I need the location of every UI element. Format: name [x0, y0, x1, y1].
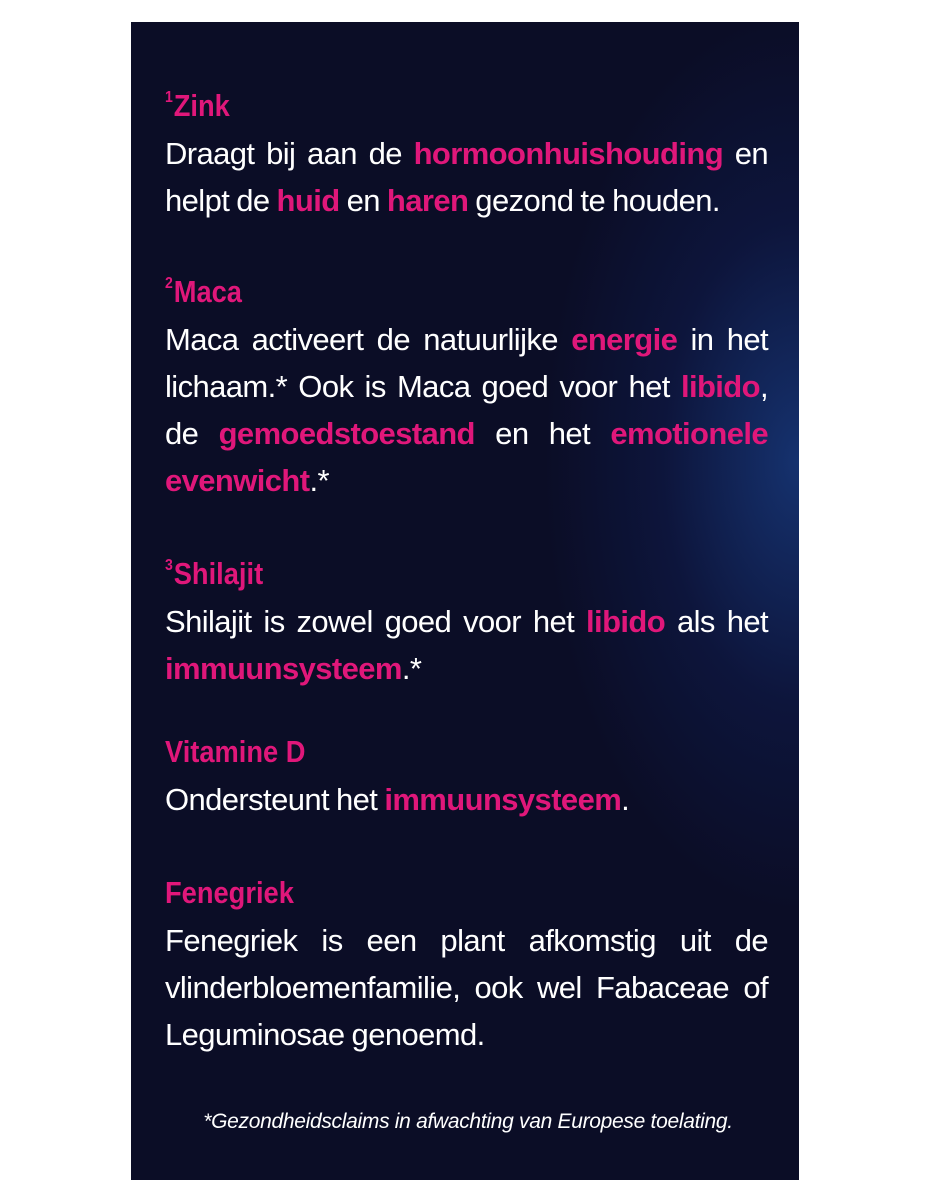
section-zink	[165, 74, 768, 224]
section-shilajit	[165, 542, 768, 692]
footnote-marker: 3	[165, 557, 173, 574]
text-segment: in het lichaam.* Ook is Maca goed voor het	[165, 322, 769, 404]
footnote-marker: 2	[165, 275, 173, 292]
section-fenegriek	[165, 869, 768, 1058]
highlight-segment: haren	[386, 183, 469, 218]
highlight-segment: immuunsysteem	[165, 651, 402, 686]
section-description	[165, 776, 768, 823]
text-segment: .	[621, 782, 630, 817]
text-segment: Fenegriek is een plant afkomstig uit de vlinderbloemenfamilie, ook wel Fabaceae of Leguminosae genoemd.	[165, 923, 768, 1052]
highlight-segment: libido	[680, 369, 760, 404]
text-segment: .*	[309, 463, 329, 498]
text-segment: en	[339, 183, 387, 218]
text-segment: en het	[474, 416, 611, 451]
section-heading	[165, 74, 696, 130]
text-segment: gezond te houden.	[468, 183, 720, 218]
section-description	[165, 316, 768, 504]
text-segment: Ondersteunt het	[165, 782, 385, 817]
section-title: Shilajit	[173, 556, 264, 591]
section-maca	[165, 260, 768, 504]
section-description	[165, 917, 768, 1058]
text-segment: als het	[665, 604, 768, 639]
section-heading	[165, 869, 696, 917]
section-heading	[165, 542, 696, 598]
highlight-segment: hormoonhuishouding	[413, 136, 724, 171]
text-segment: , de	[165, 369, 768, 451]
highlight-segment: libido	[586, 604, 666, 639]
section-vitamine-d	[165, 728, 768, 823]
ingredients-panel	[131, 22, 799, 1180]
highlight-segment: gemoedstoestand	[218, 416, 475, 451]
highlight-segment: immuunsysteem	[384, 782, 622, 817]
section-title: Maca	[173, 274, 242, 309]
section-description	[165, 130, 768, 224]
highlight-segment: huid	[276, 183, 340, 218]
highlight-segment: energie	[571, 322, 678, 357]
section-description	[165, 598, 768, 692]
section-heading	[165, 728, 696, 776]
text-segment: Draagt bij aan de	[165, 136, 414, 171]
text-segment: Maca activeert de natuurlijke	[165, 322, 572, 357]
text-segment: .*	[401, 651, 422, 686]
text-segment: Shilajit is zowel goed voor het	[165, 604, 587, 639]
text-segment: en helpt de	[165, 136, 769, 218]
footnote-marker: 1	[165, 89, 173, 106]
health-claims-footnote: *Gezondheidsclaims in afwachting van Europese toelating.	[203, 1110, 733, 1133]
section-heading	[165, 260, 696, 316]
section-title: Vitamine D	[165, 734, 306, 769]
section-title: Fenegriek	[165, 875, 294, 910]
section-title: Zink	[173, 88, 230, 123]
highlight-segment: emotionele evenwicht	[165, 416, 769, 498]
